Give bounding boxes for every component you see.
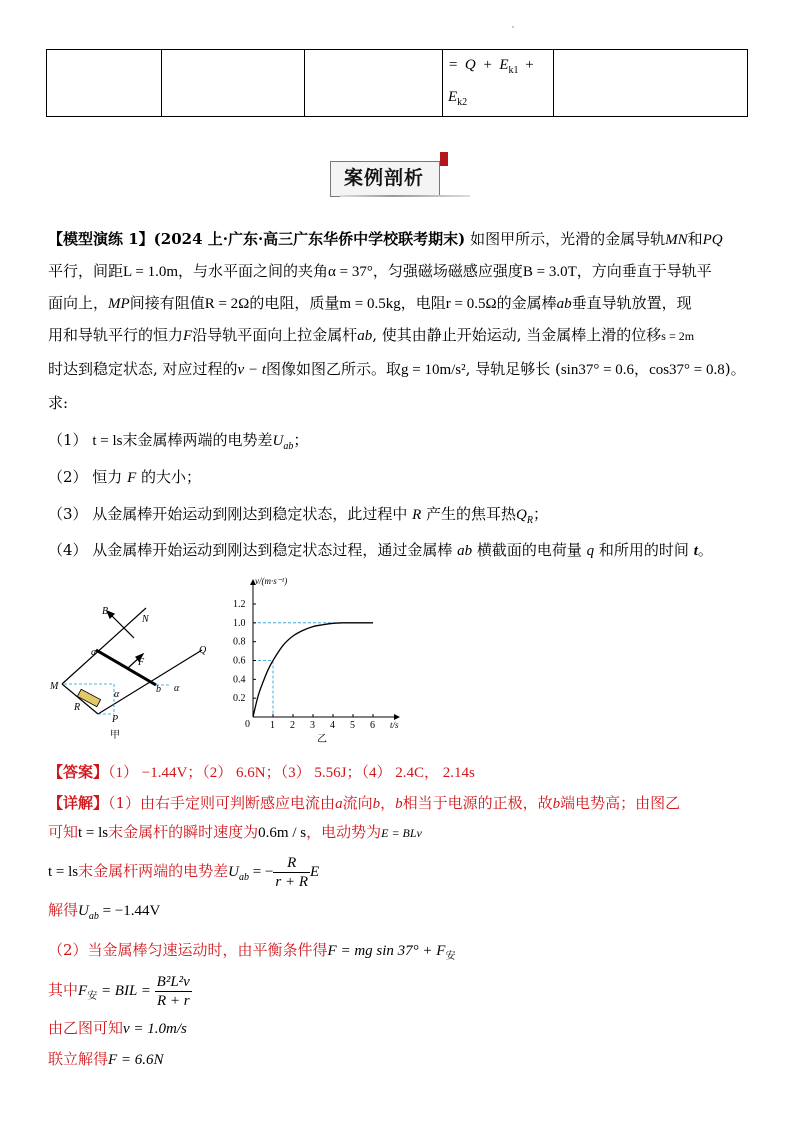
math-eq: = BIL = — [97, 983, 155, 999]
math-v: v = 1.0m/s — [123, 1021, 187, 1037]
numerator: B²L²v — [156, 973, 190, 990]
var-f: F — [127, 470, 137, 486]
text: （1）由右手定则可判断感应电流由 — [108, 794, 336, 812]
var-u: U — [78, 903, 89, 919]
cell-sub2: k2 — [457, 97, 468, 108]
var-e: E — [310, 864, 320, 880]
denominator: R + r — [156, 992, 190, 1009]
y-tick-label: 0.6 — [233, 655, 246, 667]
detail-line-4 — [48, 900, 160, 927]
text: 面向上， — [48, 294, 109, 312]
text: ， — [634, 360, 650, 378]
y-tick-label: 0.4 — [233, 674, 246, 686]
cell-sub1: k1 — [508, 65, 519, 76]
label-f: F — [138, 657, 145, 668]
detail-line-5 — [48, 940, 455, 967]
label-b: b — [156, 684, 161, 695]
rod-ab — [96, 650, 156, 685]
header-table — [46, 49, 748, 117]
text: ，电阻 — [400, 294, 446, 312]
label-n: N — [142, 614, 149, 625]
var-pq: PQ — [702, 232, 723, 248]
cell-formula-line1: = Q + E — [448, 57, 509, 73]
text: 末金属杆的瞬时速度为 — [108, 823, 259, 841]
text: 横截面的电荷量 — [472, 541, 587, 559]
text: ； — [293, 431, 309, 449]
detail-line-3 — [48, 853, 319, 896]
math-l: L = 1.0m — [123, 264, 178, 280]
y-axis-label: v/(m·s⁻¹) — [255, 576, 288, 586]
x-tick-label: 3 — [310, 720, 315, 731]
table-cell — [305, 50, 443, 117]
section-banner — [330, 152, 446, 200]
math-alpha: α = 37° — [328, 264, 373, 280]
sub: ab — [88, 911, 99, 922]
figure-jia — [44, 598, 224, 744]
table-cell — [162, 50, 305, 117]
table-cell-formula — [443, 50, 554, 117]
label-p: P — [112, 714, 119, 725]
text: 和所用的时间 — [594, 541, 694, 559]
detail-line-1 — [48, 793, 680, 814]
math-eq: = − — [249, 864, 274, 880]
question-4 — [48, 540, 713, 561]
var-vt: v − t — [237, 362, 266, 378]
answer-line — [48, 762, 475, 783]
caption-yi: 乙 — [317, 734, 327, 745]
numerator: R — [273, 854, 310, 873]
text: 端电势高；由图乙 — [560, 794, 681, 812]
math-e: E = BLv — [381, 826, 422, 840]
math-t: t = ls — [48, 864, 79, 880]
denominator: r + R — [275, 873, 309, 890]
var-q: q — [586, 543, 595, 559]
x-tick-label: 1 — [270, 720, 275, 731]
problem-line-6: 求: — [48, 394, 69, 412]
text: 和 — [687, 230, 703, 248]
fraction — [155, 973, 192, 1010]
arrow-b — [109, 613, 134, 638]
y-tick-label: 0.8 — [233, 636, 246, 648]
var-f: F — [183, 328, 193, 344]
banner-red-mark — [440, 152, 448, 166]
text: 用和导轨平行的恒力 — [48, 326, 184, 344]
problem-source: 【模型演练 1】(2024 上·广东·高三广东华侨中学校联考期末) — [48, 230, 466, 248]
text: 解得 — [48, 901, 79, 919]
math-f: F = 6.6N — [108, 1052, 164, 1068]
text: 图像如图乙所示。取 — [266, 360, 402, 378]
math-eq: = −1.44V — [98, 903, 161, 919]
text: 间接有阻值 — [129, 294, 205, 312]
text: 平行，间距 — [48, 262, 124, 280]
answer-label: 【答案】 — [48, 763, 109, 781]
origin-label: 0 — [245, 719, 250, 730]
question-3 — [48, 504, 548, 531]
text: ； — [533, 505, 549, 523]
text: 产生的焦耳热 — [421, 505, 517, 523]
banner-underline — [340, 195, 470, 197]
text: , 导轨足够长 ( — [465, 360, 561, 378]
var-ab: ab — [457, 543, 473, 559]
x-tick-label: 2 — [290, 720, 295, 731]
var-r: R — [412, 507, 422, 523]
figure-yi-chart — [225, 574, 410, 748]
label-q: Q — [199, 645, 207, 656]
var: b — [552, 796, 561, 812]
banner-title: 案例剖析 — [343, 167, 424, 189]
answer-text: （1） −1.44V；（2） 6.6N；（3） 5.56J；（4） 2.4C， 2.14s — [108, 765, 475, 781]
problem-line-5 — [48, 359, 746, 380]
text: ，方向垂直于导轨平 — [576, 262, 712, 280]
detail-line-2 — [48, 822, 422, 843]
text: 垂直导轨放置，现 — [571, 294, 692, 312]
text: （3） 从金属棒开始运动到刚达到稳定状态，此过程中 — [48, 505, 413, 523]
fraction — [273, 854, 310, 891]
math-g: g = 10m/s² — [401, 362, 466, 378]
text: 可知 — [48, 823, 79, 841]
var-mn: MN — [665, 232, 688, 248]
question-1 — [48, 430, 308, 457]
math-s: s = 2m — [661, 329, 695, 343]
var-ab: ab — [556, 296, 572, 312]
sub: 安 — [87, 991, 98, 1002]
var-t: t — [693, 543, 698, 559]
detail-line-6 — [48, 972, 192, 1015]
sub: ab — [283, 441, 294, 452]
series-line — [253, 623, 373, 717]
problem-line-3 — [48, 293, 692, 314]
var-f: F — [78, 983, 88, 999]
problem-line-4 — [48, 325, 694, 346]
cell-formula-line2: E — [448, 89, 458, 105]
var: b — [395, 796, 403, 812]
text: )。 — [724, 360, 746, 378]
math-t: t = ls — [78, 825, 109, 841]
y-tick-label: 0.2 — [233, 693, 246, 705]
text: ，与水平面之间的夹角 — [178, 262, 329, 280]
detail-label: 【详解】 — [48, 794, 109, 812]
text: （1） — [48, 431, 93, 449]
text: 的金属棒 — [496, 294, 557, 312]
var-q: Q — [516, 507, 527, 523]
cell-plus: + — [518, 57, 534, 73]
math-f: F = mg sin 37° + F — [327, 943, 446, 959]
math-cos: cos37° = 0.8 — [649, 362, 725, 378]
var-ab: ab — [357, 328, 373, 344]
text: （4） 从金属棒开始运动到刚达到稳定状态过程，通过金属棒 — [48, 541, 458, 559]
math-v: 0.6m / s — [258, 825, 307, 841]
text: , 使其由静止开始运动, 当金属棒上滑的位移 — [372, 326, 662, 344]
text: 末金属棒两端的电势差 — [122, 431, 273, 449]
x-tick-label: 5 — [350, 720, 355, 731]
x-tick-label: 6 — [370, 720, 375, 731]
text: 。 — [697, 541, 713, 559]
x-tick-label: 4 — [330, 720, 335, 731]
label-b-field: B — [102, 606, 109, 617]
detail-line-8 — [48, 1049, 164, 1070]
math-r: R = 2Ω — [204, 296, 250, 312]
label-r: R — [74, 702, 81, 713]
text: 联立解得 — [48, 1050, 109, 1068]
sub: R — [526, 515, 533, 526]
label-a: a — [91, 647, 96, 658]
math-sin: sin37° = 0.6 — [560, 362, 635, 378]
table-cell — [47, 50, 162, 117]
text: 流向 — [342, 794, 373, 812]
resistor-r — [77, 689, 100, 706]
label-alpha-2: α — [174, 683, 180, 694]
var-u: U — [228, 864, 239, 880]
sub: 安 — [445, 951, 456, 962]
text: 的电阻，质量 — [249, 294, 340, 312]
var: b — [372, 796, 381, 812]
text: 其中 — [48, 981, 79, 999]
label-alpha: α — [114, 689, 120, 700]
math-m: m = 0.5kg — [339, 296, 401, 312]
text: 沿导轨平面向上拉金属杆 — [192, 326, 358, 344]
var-u: U — [272, 433, 284, 449]
text: ，匀强磁场磁感应强度 — [372, 262, 523, 280]
text: （2） 恒力 — [48, 468, 128, 486]
question-2 — [48, 467, 201, 488]
text: ，电动势为 — [306, 823, 382, 841]
text: ， — [380, 794, 396, 812]
x-axis-label: t/s — [390, 720, 399, 730]
label-m: M — [50, 681, 59, 692]
text: 时达到稳定状态, 对应过程的 — [48, 360, 238, 378]
math-r2: r = 0.5Ω — [445, 296, 497, 312]
text: 由乙图可知 — [48, 1019, 124, 1037]
y-tick-label: 1.2 — [233, 599, 246, 610]
page-dot — [512, 26, 514, 28]
var-mp: MP — [108, 296, 130, 312]
math-b: B = 3.0T — [522, 264, 577, 280]
text: 相当于电源的正极，故 — [402, 794, 553, 812]
var: a — [335, 796, 343, 812]
problem-line-2 — [48, 261, 712, 282]
text: 末金属杆两端的电势差 — [78, 862, 229, 880]
math-t: t = ls — [92, 433, 123, 449]
table-cell — [554, 50, 748, 117]
problem-line-1 — [48, 229, 723, 250]
sub: ab — [239, 872, 249, 883]
text: （2）当金属棒匀速运动时，由平衡条件得 — [48, 941, 328, 959]
text: 如图甲所示，光滑的金属导轨 — [470, 230, 666, 248]
caption-jia: 甲 — [110, 730, 120, 741]
detail-line-7 — [48, 1018, 187, 1039]
text: 的大小； — [136, 468, 202, 486]
y-tick-label: 1.0 — [233, 617, 246, 629]
